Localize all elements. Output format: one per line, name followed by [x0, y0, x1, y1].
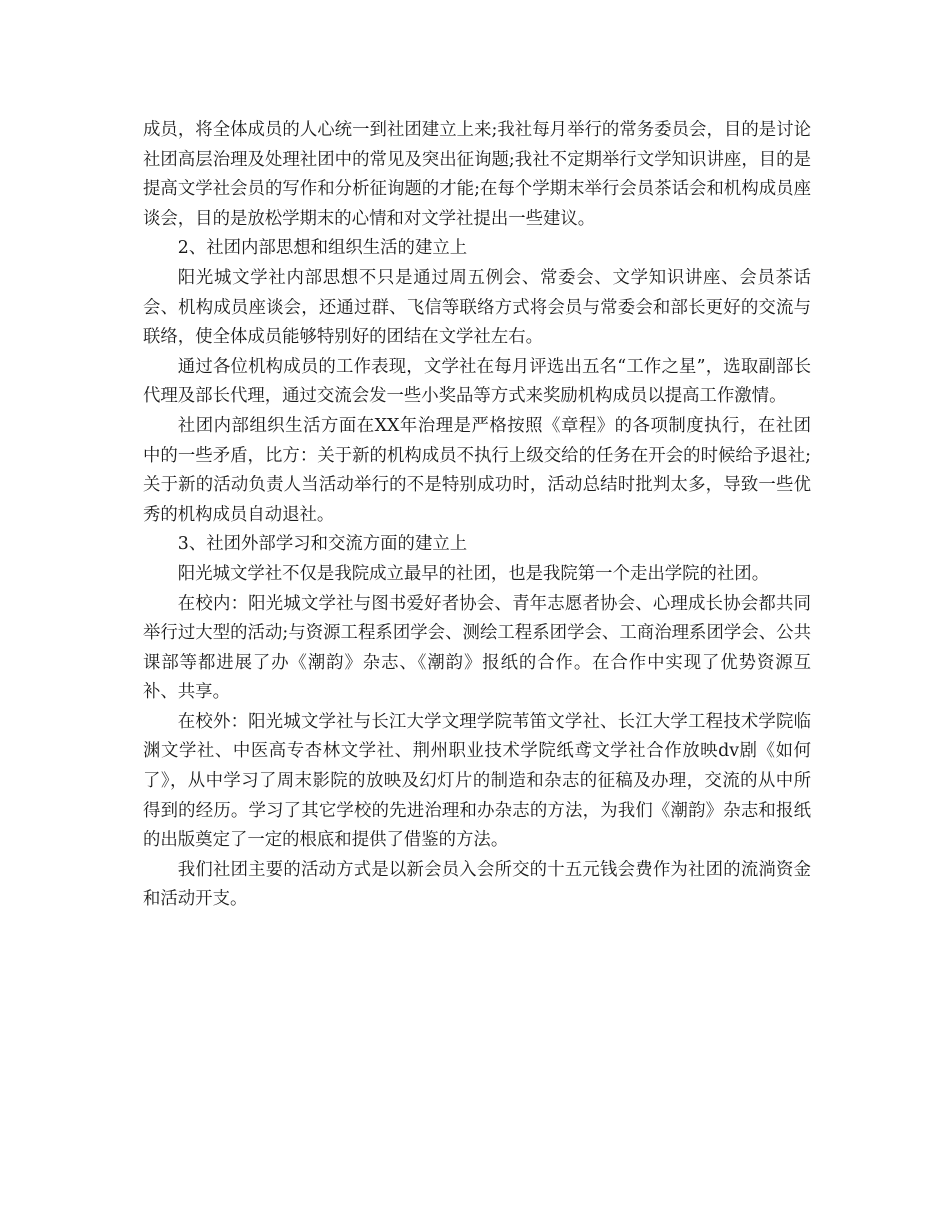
- paragraph: 社团内部组织生活方面在XX年治理是严格按照《章程》的各项制度执行，在社团中的一些矛盾，比方：关于新的机构成员不执行上级交给的任务在开会的时候给予退社;关于新的活动负责人当活动举行的不是特别成功时，活动总结时批判太多，导致一些优秀的机构成员自动退社。: [143, 415, 811, 525]
- paragraph: 阳光城文学社不仅是我院成立最早的社团，也是我院第一个走出学院的社团。: [177, 563, 770, 584]
- paragraph: 我们社团主要的活动方式是以新会员入会所交的十五元钱会费作为社团的流淌资金和活动开支。: [143, 859, 811, 910]
- paragraph: 阳光城文学社内部思想不只是通过周五例会、常委会、文学知识讲座、会员茶话会、机构成员座谈会，还通过群、飞信等联络方式将会员与常委会和部长更好的交流与联络，使全体成员能够特别好的团结在文学社左右。: [143, 267, 811, 348]
- paragraph: 成员，将全体成员的人心统一到社团建立上来;我社每月举行的常务委员会，目的是讨论社团高层治理及处理社团中的常见及突出征询题;我社不定期举行文学知识讲座，目的是提高文学社会员的写作和分析征询题的才能;在每个学期末举行会员茶话会和机构成员座谈会，目的是放松学期末的心情和对文学社提出一些建议。: [143, 120, 811, 229]
- section-heading: 2、社团内部思想和组织生活的建立上: [177, 238, 468, 259]
- paragraph: 通过各位机构成员的工作表现，文学社在每月评选出五名“工作之星”，选取副部长代理及部长代理，通过交流会发一些小奖品等方式来奖励机构成员以提高工作激情。: [143, 356, 811, 407]
- document-body: [143, 116, 811, 915]
- paragraph: 在校内：阳光城文学社与图书爱好者协会、青年志愿者协会、心理成长协会都共同举行过大型的活动;与资源工程系团学会、测绘工程系团学会、工商治理系团学会、公共课部等都进展了办《潮韵》杂志、《潮韵》报纸的合作。在合作中实现了优势资源互补、共享。: [143, 593, 811, 703]
- section-heading: 3、社团外部学习和交流方面的建立上: [177, 534, 468, 555]
- paragraph: 在校外：阳光城文学社与长江大学文理学院苇笛文学社、长江大学工程技术学院临渊文学社、中医高专杏林文学社、荆州职业技术学院纸鸢文学社合作放映dv剧《如何了》，从中学习了周末影院的放映及幻灯片的制造和杂志的征稿及办理，交流的从中所得到的经历。学习了其它学校的先进治理和办杂志的方法，为我们《潮韵》杂志和报纸的出版奠定了一定的根底和提供了借鉴的方法。: [143, 711, 811, 851]
